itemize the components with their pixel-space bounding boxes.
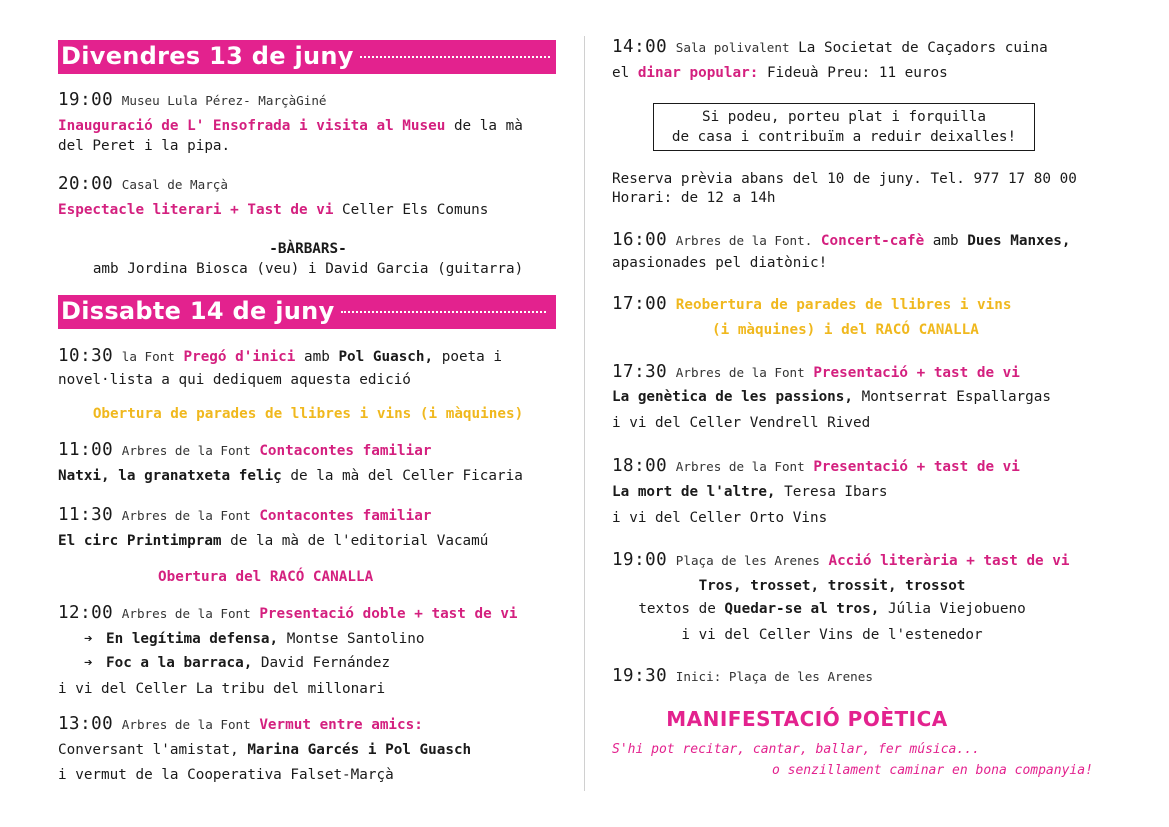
day-header-friday bbox=[58, 40, 556, 74]
event-place: Arbres de la Font bbox=[121, 508, 251, 523]
event-text: Montse Santolino bbox=[278, 631, 425, 647]
event-text: La Societat de Caçadors cuina bbox=[789, 40, 1048, 56]
event-highlight: Vermut entre amics: bbox=[259, 717, 423, 733]
dotted-leader bbox=[341, 311, 546, 313]
day-header-saturday bbox=[58, 295, 556, 329]
event-description bbox=[612, 387, 1051, 407]
event-time: 19:00 bbox=[58, 90, 114, 110]
bullet-item bbox=[84, 629, 424, 649]
event-description bbox=[612, 576, 1052, 596]
event-place: Arbres de la Font bbox=[121, 443, 251, 458]
event-time-place bbox=[58, 440, 431, 461]
event-highlight-line: (i màquines) i del RACÓ CANALLA bbox=[712, 322, 979, 338]
event-place: Arbres de la Font bbox=[675, 365, 805, 380]
event-place: Plaça de les Arenes bbox=[675, 553, 820, 568]
event-text: Conversant l'amistat, bbox=[58, 742, 248, 758]
event-text: Celler Els Comuns bbox=[333, 202, 489, 218]
event-description-line: apasionades pel diatònic! bbox=[612, 255, 828, 271]
bullet-item bbox=[84, 653, 390, 673]
event-bold: Pol Guasch, bbox=[338, 349, 434, 365]
event-highlight: Presentació + tast de vi bbox=[813, 365, 1020, 381]
event-place: Sala polivalent bbox=[675, 40, 790, 55]
event-bold: Quedar-se al tros, bbox=[724, 601, 880, 617]
event-description bbox=[58, 200, 488, 220]
event-text: Fideuà bbox=[758, 65, 819, 81]
event-highlight: Presentació doble + tast de vi bbox=[259, 606, 518, 622]
event-time: 10:30 bbox=[58, 346, 114, 366]
event-description bbox=[612, 482, 887, 502]
event-description-line: i vermut de la Cooperativa Falset-Marçà bbox=[58, 767, 394, 783]
event-time: 13:00 bbox=[58, 714, 114, 734]
event-text: Montserrat Espallargas bbox=[853, 389, 1051, 405]
event-time-place bbox=[612, 550, 1069, 571]
event-highlight: Concert-cafè bbox=[820, 233, 925, 249]
event-time-place bbox=[612, 37, 1048, 58]
event-highlight: Pregó d'inici bbox=[183, 349, 296, 365]
event-time: 11:00 bbox=[58, 440, 114, 460]
event-text: Preu: 11 euros bbox=[818, 65, 948, 81]
event-highlight: Contacontes familiar bbox=[259, 508, 432, 524]
show-title: -BÀRBARS- bbox=[269, 241, 347, 257]
event-time: 11:30 bbox=[58, 505, 114, 525]
opening-announcement: Obertura de parades de llibres i vins (i màquines) bbox=[92, 406, 524, 422]
notice-line: de casa i contribuïm a reduir deixalles! bbox=[671, 129, 1017, 145]
event-time: 14:00 bbox=[612, 37, 668, 57]
event-text: de la mà del Celler Ficaria bbox=[281, 468, 523, 484]
event-time: 19:30 bbox=[612, 666, 668, 686]
event-highlight: Espectacle literari + Tast de vi bbox=[58, 202, 334, 218]
event-time-place bbox=[58, 714, 423, 735]
event-time: 17:30 bbox=[612, 362, 668, 382]
event-text: amb bbox=[924, 233, 968, 249]
event-text: David Fernández bbox=[252, 655, 391, 671]
event-bold: La genètica de les passions, bbox=[612, 389, 854, 405]
manifest-line: S'hi pot recitar, cantar, ballar, fer música... bbox=[612, 742, 980, 757]
arrow-right-icon: ➔ bbox=[84, 655, 93, 671]
event-highlight: Acció literària + tast de vi bbox=[828, 553, 1070, 569]
event-place: Arbres de la Font bbox=[121, 606, 251, 621]
event-description bbox=[58, 466, 523, 486]
notice-box bbox=[653, 103, 1035, 151]
event-description bbox=[58, 740, 471, 760]
event-description-line: novel·lista a qui dediquem aquesta edició bbox=[58, 372, 411, 388]
event-text: Júlia Viejobueno bbox=[879, 601, 1026, 617]
show-credits: amb Jordina Biosca (veu) i David Garcia (guitarra) bbox=[92, 261, 524, 277]
event-time: 17:00 bbox=[612, 294, 668, 314]
event-time-place bbox=[58, 346, 502, 367]
event-time-place bbox=[612, 294, 1012, 315]
event-time: 18:00 bbox=[612, 456, 668, 476]
arrow-right-icon: ➔ bbox=[84, 631, 93, 647]
notice-line: Si podeu, porteu plat i forquilla bbox=[701, 109, 987, 125]
event-description-line: i vi del Celler La tribu del millonari bbox=[58, 681, 386, 697]
opening-announcement: Obertura del RACÓ CANALLA bbox=[158, 569, 374, 585]
event-highlight: Contacontes familiar bbox=[259, 443, 432, 459]
event-time-place bbox=[58, 174, 228, 195]
event-text: Teresa Ibars bbox=[775, 484, 888, 500]
event-description bbox=[58, 531, 488, 551]
event-description bbox=[58, 116, 523, 136]
dotted-leader bbox=[360, 56, 550, 58]
event-time-place bbox=[612, 666, 873, 687]
event-description-line: del Peret i la pipa. bbox=[58, 138, 231, 154]
day-title: Divendres 13 de juny bbox=[61, 42, 354, 70]
column-divider bbox=[584, 36, 585, 791]
event-bold: Dues Manxes, bbox=[967, 233, 1071, 249]
event-highlight: Reobertura de parades de llibres i vins bbox=[675, 297, 1012, 313]
event-text: de la mà bbox=[445, 118, 523, 134]
event-time-place bbox=[58, 603, 518, 624]
event-description bbox=[612, 63, 948, 83]
event-bold: Marina Garcés i Pol Guasch bbox=[247, 742, 472, 758]
event-description bbox=[612, 599, 1052, 619]
event-place: Arbres de la Font. bbox=[675, 233, 813, 248]
event-place: Museu Lula Pérez- MarçàGiné bbox=[121, 93, 327, 108]
event-time: 16:00 bbox=[612, 230, 668, 250]
event-place: Inici: Plaça de les Arenes bbox=[675, 669, 873, 684]
event-time-place bbox=[612, 230, 1071, 251]
event-bold: Tros, trosset, trossit, trossot bbox=[698, 578, 966, 594]
event-place: Casal de Marçà bbox=[121, 177, 228, 192]
reservation-line: Reserva prèvia abans del 10 de juny. Tel. 977 17 80 00 bbox=[612, 171, 1077, 187]
event-bold: La mort de l'altre, bbox=[612, 484, 776, 500]
event-bold: En legítima defensa, bbox=[106, 631, 279, 647]
event-time: 12:00 bbox=[58, 603, 114, 623]
event-highlight: dinar popular: bbox=[637, 65, 759, 81]
event-time: 19:00 bbox=[612, 550, 668, 570]
event-bold: Natxi, la granatxeta feliç bbox=[58, 468, 282, 484]
event-place: la Font bbox=[121, 349, 175, 364]
event-text: el bbox=[612, 65, 638, 81]
event-time: 20:00 bbox=[58, 174, 114, 194]
event-time-place bbox=[612, 456, 1020, 477]
event-time-place bbox=[58, 90, 327, 111]
event-place: Arbres de la Font bbox=[675, 459, 805, 474]
event-text: textos de bbox=[638, 601, 725, 617]
event-place: Arbres de la Font bbox=[121, 717, 251, 732]
event-text: amb bbox=[295, 349, 339, 365]
manifest-title: MANIFESTACIÓ POÈTICA bbox=[666, 707, 948, 731]
event-description-line: i vi del Celler Orto Vins bbox=[612, 510, 828, 526]
event-highlight: Inauguració de L' Ensofrada i visita al Museu bbox=[58, 118, 446, 134]
event-time-place bbox=[612, 362, 1020, 383]
event-text: de la mà de l'editorial Vacamú bbox=[221, 533, 489, 549]
day-title: Dissabte 14 de juny bbox=[61, 297, 335, 325]
event-time-place bbox=[58, 505, 431, 526]
event-description-line: i vi del Celler Vins de l'estenedor bbox=[681, 627, 983, 643]
event-text: poeta i bbox=[433, 349, 502, 365]
event-bold: Foc a la barraca, bbox=[106, 655, 253, 671]
event-highlight: Presentació + tast de vi bbox=[813, 459, 1020, 475]
schedule-line: Horari: de 12 a 14h bbox=[612, 190, 776, 206]
event-description-line: i vi del Celler Vendrell Rived bbox=[612, 415, 871, 431]
event-bold: El circ Printimpram bbox=[58, 533, 222, 549]
manifest-line: o senzillament caminar en bona companyia! bbox=[772, 763, 1093, 778]
